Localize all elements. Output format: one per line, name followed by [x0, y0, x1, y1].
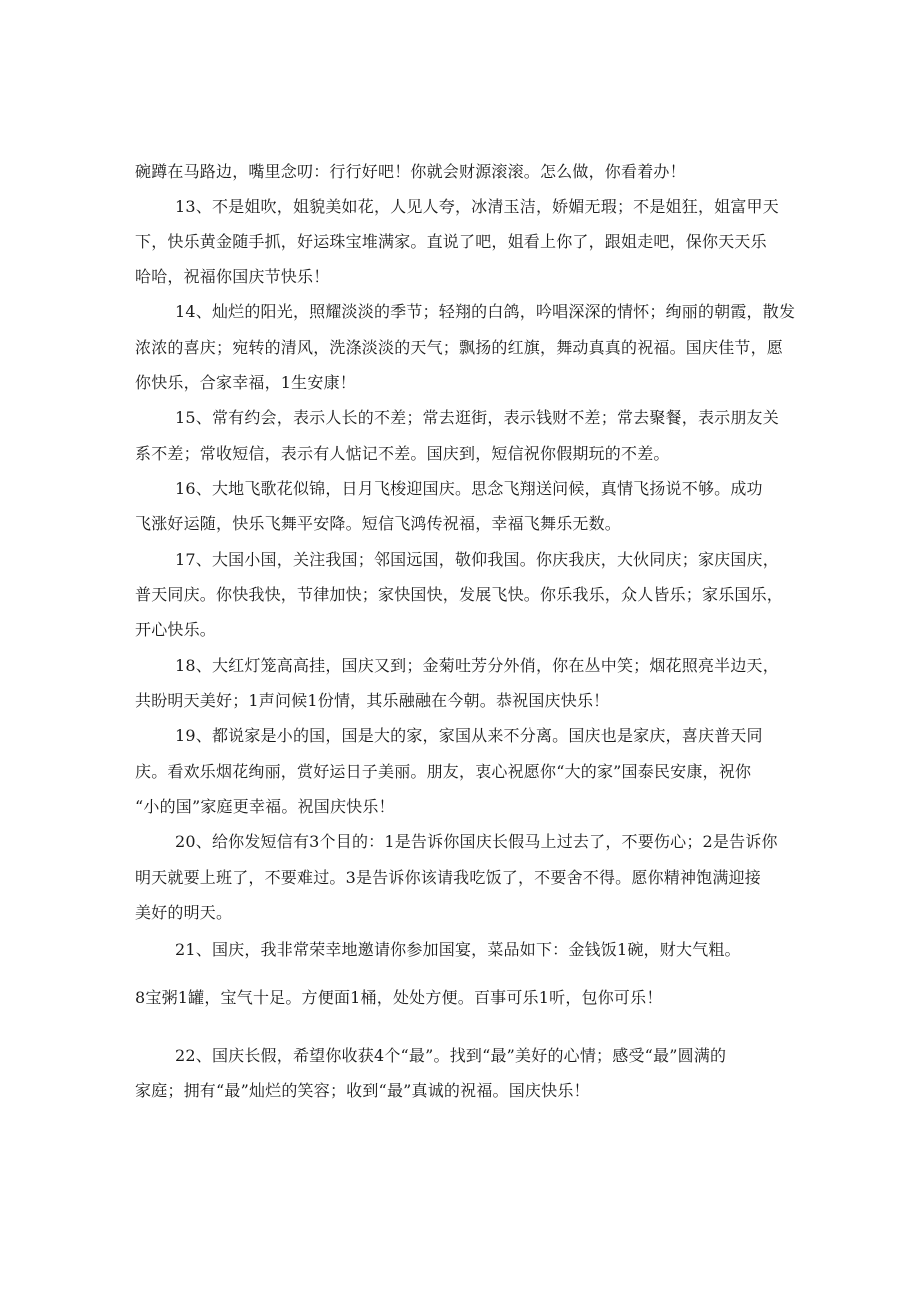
text-line: 明天就要上班了，不要难过。3是告诉你该请我吃饭了，不要舍不得。愿你精神饱满迎接: [135, 868, 761, 887]
text-line: 系不差；常收短信，表示有人惦记不差。国庆到，短信祝你假期玩的不差。: [135, 444, 670, 463]
text-line: 22、国庆长假，希望你收获4个“最”。找到“最”美好的心情；感受“最”圆满的: [175, 1046, 727, 1065]
text-line: 普天同庆。你快我快，节律加快；家快国快，发展飞快。你乐我乐，众人皆乐；家乐国乐，: [135, 585, 784, 604]
text-line: 18、大红灯笼高高挂，国庆又到；金菊吐芳分外俏，你在丛中笑；烟花照亮半边天，: [175, 656, 779, 675]
text-line: 20、给你发短信有3个目的：1是告诉你国庆长假马上过去了，不要伤心；2是告诉你: [175, 832, 778, 851]
text-line: 14、灿烂的阳光，照耀淡淡的季节；轻翔的白鸽，吟唱深深的情怀；绚丽的朝霞，散发: [175, 302, 796, 321]
text-line: 浓浓的喜庆；宛转的清风，洗涤淡淡的天气；飘扬的红旗，舞动真真的祝福。国庆佳节，愿: [135, 338, 784, 357]
text-line: 16、大地飞歌花似锦，日月飞梭迎国庆。思念飞翔送问候，真情飞扬说不够。成功: [175, 479, 763, 498]
text-line: 15、常有约会，表示人长的不差；常去逛街，表示钱财不差；常去聚餐，表示朋友关: [175, 408, 779, 427]
text-line: 开心快乐。: [135, 620, 217, 639]
text-line: 共盼明天美好；1声问候1份情，其乐融融在今朝。恭祝国庆快乐！: [135, 691, 610, 710]
text-line: 下，快乐黄金随手抓，好运珠宝堆满家。直说了吧，姐看上你了，跟姐走吧，保你天天乐: [135, 232, 767, 251]
text-line: 21、国庆，我非常荣幸地邀请你参加国宴，菜品如下：金钱饭1碗，财大气粗。: [175, 940, 741, 959]
text-line: 碗蹲在马路边，嘴里念叨：行行好吧！你就会财源滚滚。怎么做，你看着办！: [135, 162, 686, 181]
text-line: 庆。看欢乐烟花绚丽，赏好运日子美丽。朋友，衷心祝愿你“大的家”国泰民安康，祝你: [135, 762, 752, 781]
text-line: 8宝粥1罐，宝气十足。方便面1桶，处处方便。百事可乐1听，包你可乐！: [135, 988, 663, 1007]
text-line: 飞涨好运随，快乐飞舞平安降。短信飞鸿传祝福，幸福飞舞乐无数。: [135, 514, 622, 533]
text-line: 你快乐，合家幸福，1生安康！: [135, 373, 356, 392]
text-line: 美好的明天。: [135, 903, 233, 922]
text-line: 19、都说家是小的国，国是大的家，家国从来不分离。国庆也是家庆，喜庆普天同: [175, 726, 763, 745]
text-line: 17、大国小国，关注我国；邻国远国，敬仰我国。你庆我庆，大伙同庆；家庆国庆，: [175, 550, 779, 569]
text-line: 13、不是姐吹，姐貌美如花，人见人夸，冰清玉洁，娇媚无瑕；不是姐狂，姐富甲天: [175, 197, 779, 216]
text-line: “小的国”家庭更幸福。祝国庆快乐！: [135, 797, 395, 816]
text-line: 家庭；拥有“最”灿烂的笑容；收到“最”真诚的祝福。国庆快乐！: [135, 1081, 590, 1100]
text-line: 哈哈，祝福你国庆节快乐！: [135, 267, 330, 286]
